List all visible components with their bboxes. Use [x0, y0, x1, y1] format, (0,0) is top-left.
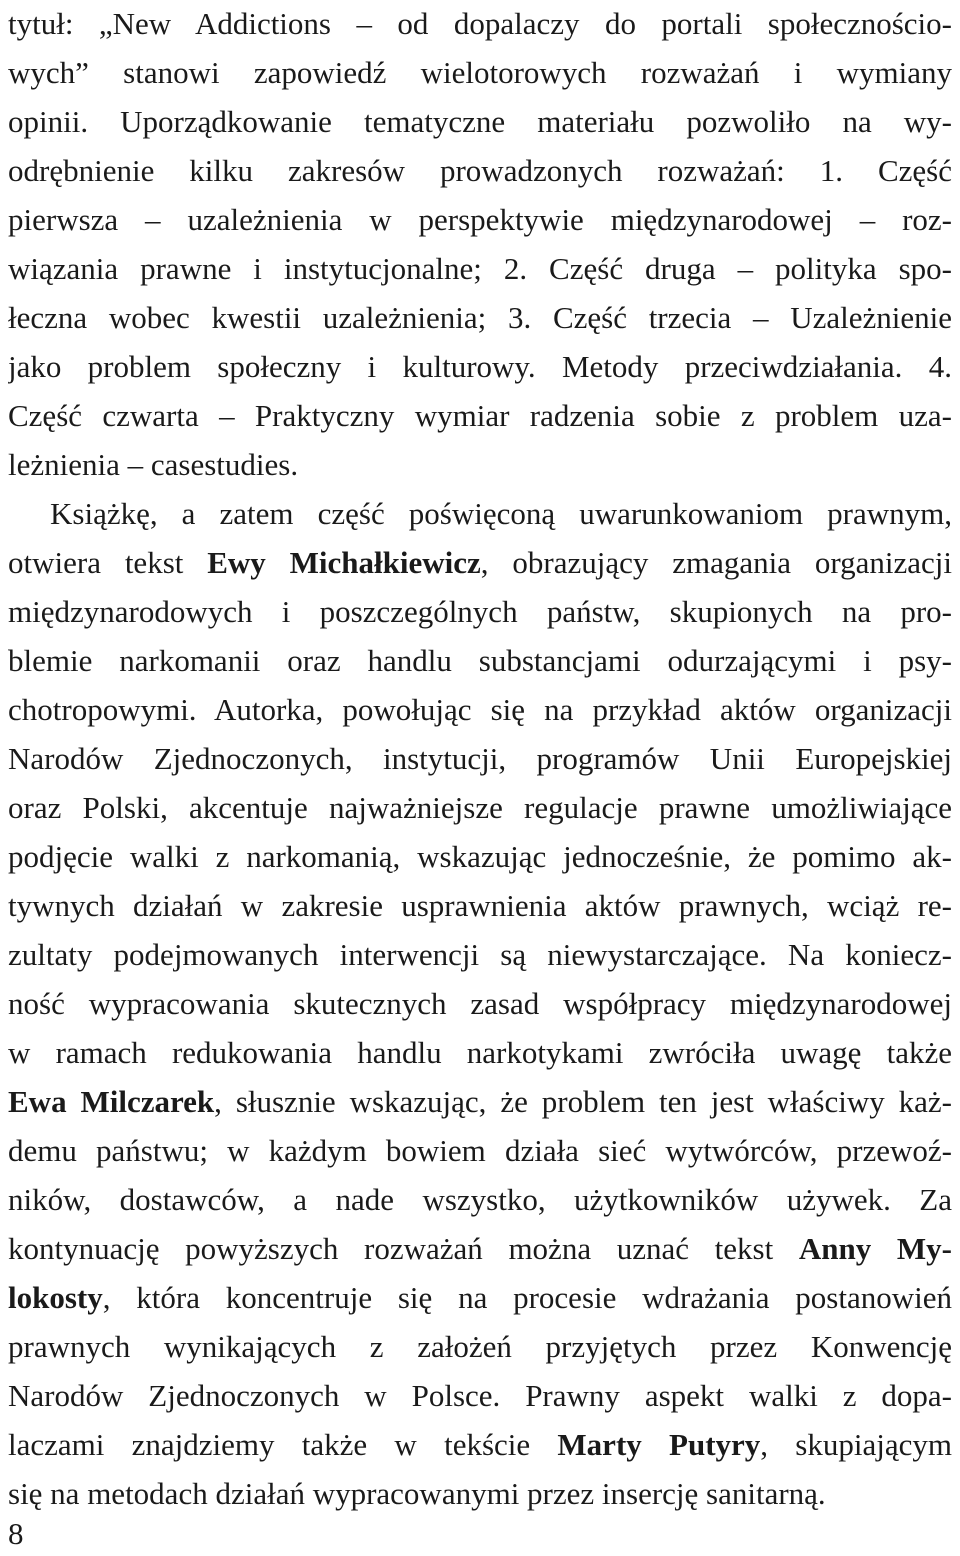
text-run: w ramach redukowania handlu narkotykami zwróciła uwagę także: [8, 1035, 952, 1070]
text-run: chotropowymi. Autorka, powołując się na przykład aktów organizacji: [8, 692, 952, 727]
text-run: Narodów Zjednoczonych, instytucji, programów Unii Europejskiej: [8, 741, 952, 776]
text-line: [8, 588, 952, 636]
page-number: 8: [8, 1516, 24, 1551]
text-run: leżnienia – casestudies.: [8, 447, 299, 482]
text-run: jako problem społeczny i kulturowy. Metody przeciwdziałania. 4.: [8, 349, 952, 384]
text-line: [8, 637, 952, 685]
text-line: [8, 1421, 952, 1469]
text-run: tywnych działań w zakresie usprawnienia aktów prawnych, wciąż re-: [8, 888, 952, 923]
text-line: [8, 98, 952, 146]
text-run: podjęcie walki z narkomanią, wskazując jednocześnie, że pomimo ak-: [8, 839, 952, 874]
text-line: [8, 1176, 952, 1224]
text-run: Narodów Zjednoczonych w Polsce. Prawny aspekt walki z dopa-: [8, 1378, 952, 1413]
text-run: demu państwu; w każdym bowiem działa sieć wytwórców, przewoź-: [8, 1133, 952, 1168]
author-name: lokosty: [8, 1280, 103, 1315]
text-line: [8, 490, 952, 538]
text-line: [8, 0, 952, 48]
text-line: [8, 1225, 952, 1273]
text-run: otwiera tekst: [8, 545, 208, 580]
text-run: , skupiającym: [760, 1427, 952, 1462]
text-line: [8, 1372, 952, 1420]
text-run: , obrazujący zmagania organizacji: [480, 545, 952, 580]
text-line: [8, 882, 952, 930]
text-run: , słusznie wskazując, że problem ten jest właściwy każ-: [214, 1084, 952, 1119]
text-line: [8, 1274, 952, 1322]
text-run: się na metodach działań wypracowanymi przez insercję sanitarną.: [8, 1476, 826, 1511]
document-page: [8, 0, 952, 1556]
text-run: Część czwarta – Praktyczny wymiar radzenia sobie z problem uza-: [8, 398, 952, 433]
text-line: [8, 1127, 952, 1175]
author-name: Marty Putyry: [557, 1427, 761, 1462]
text-line: [8, 833, 952, 881]
text-line: [8, 441, 952, 489]
text-run: odrębnienie kilku zakresów prowadzonych rozważań: 1. Część: [8, 153, 952, 188]
text-line: [8, 1029, 952, 1077]
text-run: zultaty podejmowanych interwencji są niewystarczające. Na koniecz-: [8, 937, 952, 972]
text-line: [8, 196, 952, 244]
text-line: [8, 539, 952, 587]
text-line: [8, 1078, 952, 1126]
text-line: [8, 294, 952, 342]
text-run: ność wypracowania skutecznych zasad współpracy międzynarodowej: [8, 986, 952, 1021]
text-run: ników, dostawców, a nade wszystko, użytkowników używek. Za: [8, 1182, 952, 1217]
text-line: [8, 49, 952, 97]
text-line: [8, 784, 952, 832]
text-line: [8, 245, 952, 293]
text-line: [8, 392, 952, 440]
text-run: tytuł: „New Addictions – od dopalaczy do portali społecznościo-: [8, 6, 952, 41]
text-run: blemie narkomanii oraz handlu substancjami odurzającymi i psy-: [8, 643, 952, 678]
text-line: [8, 343, 952, 391]
text-line: [8, 735, 952, 783]
text-line: [8, 686, 952, 734]
text-run: łeczna wobec kwestii uzależnienia; 3. Część trzecia – Uzależnienie: [8, 300, 952, 335]
author-name: Ewa Milczarek: [8, 1084, 215, 1119]
text-run: wych” stanowi zapowiedź wielotorowych rozważań i wymiany: [8, 55, 952, 90]
text-run: , która koncentruje się na procesie wdrażania postanowień: [102, 1280, 952, 1315]
text-line: [8, 931, 952, 979]
text-run: wiązania prawne i instytucjonalne; 2. Część druga – polityka spo-: [8, 251, 952, 286]
text-run: międzynarodowych i poszczególnych państw, skupionych na pro-: [8, 594, 952, 629]
text-run: laczami znajdziemy także w tekście: [8, 1427, 558, 1462]
text-line: [8, 147, 952, 195]
author-name: Ewy Michałkiewicz: [207, 545, 481, 580]
text-run: oraz Polski, akcentuje najważniejsze regulacje prawne umożliwiające: [8, 790, 952, 825]
author-name: Anny My-: [798, 1231, 952, 1266]
text-run: Książkę, a zatem część poświęconą uwarunkowaniom prawnym,: [50, 496, 952, 531]
text-run: prawnych wynikających z założeń przyjętych przez Konwencję: [8, 1329, 952, 1364]
text-line: [8, 1323, 952, 1371]
text-line: [8, 980, 952, 1028]
text-run: kontynuację powyższych rozważań można uznać tekst: [8, 1231, 799, 1266]
text-line: [8, 1470, 952, 1518]
text-run: pierwsza – uzależnienia w perspektywie międzynarodowej – roz-: [8, 202, 952, 237]
text-run: opinii. Uporządkowanie tematyczne materiału pozwoliło na wy-: [8, 104, 952, 139]
